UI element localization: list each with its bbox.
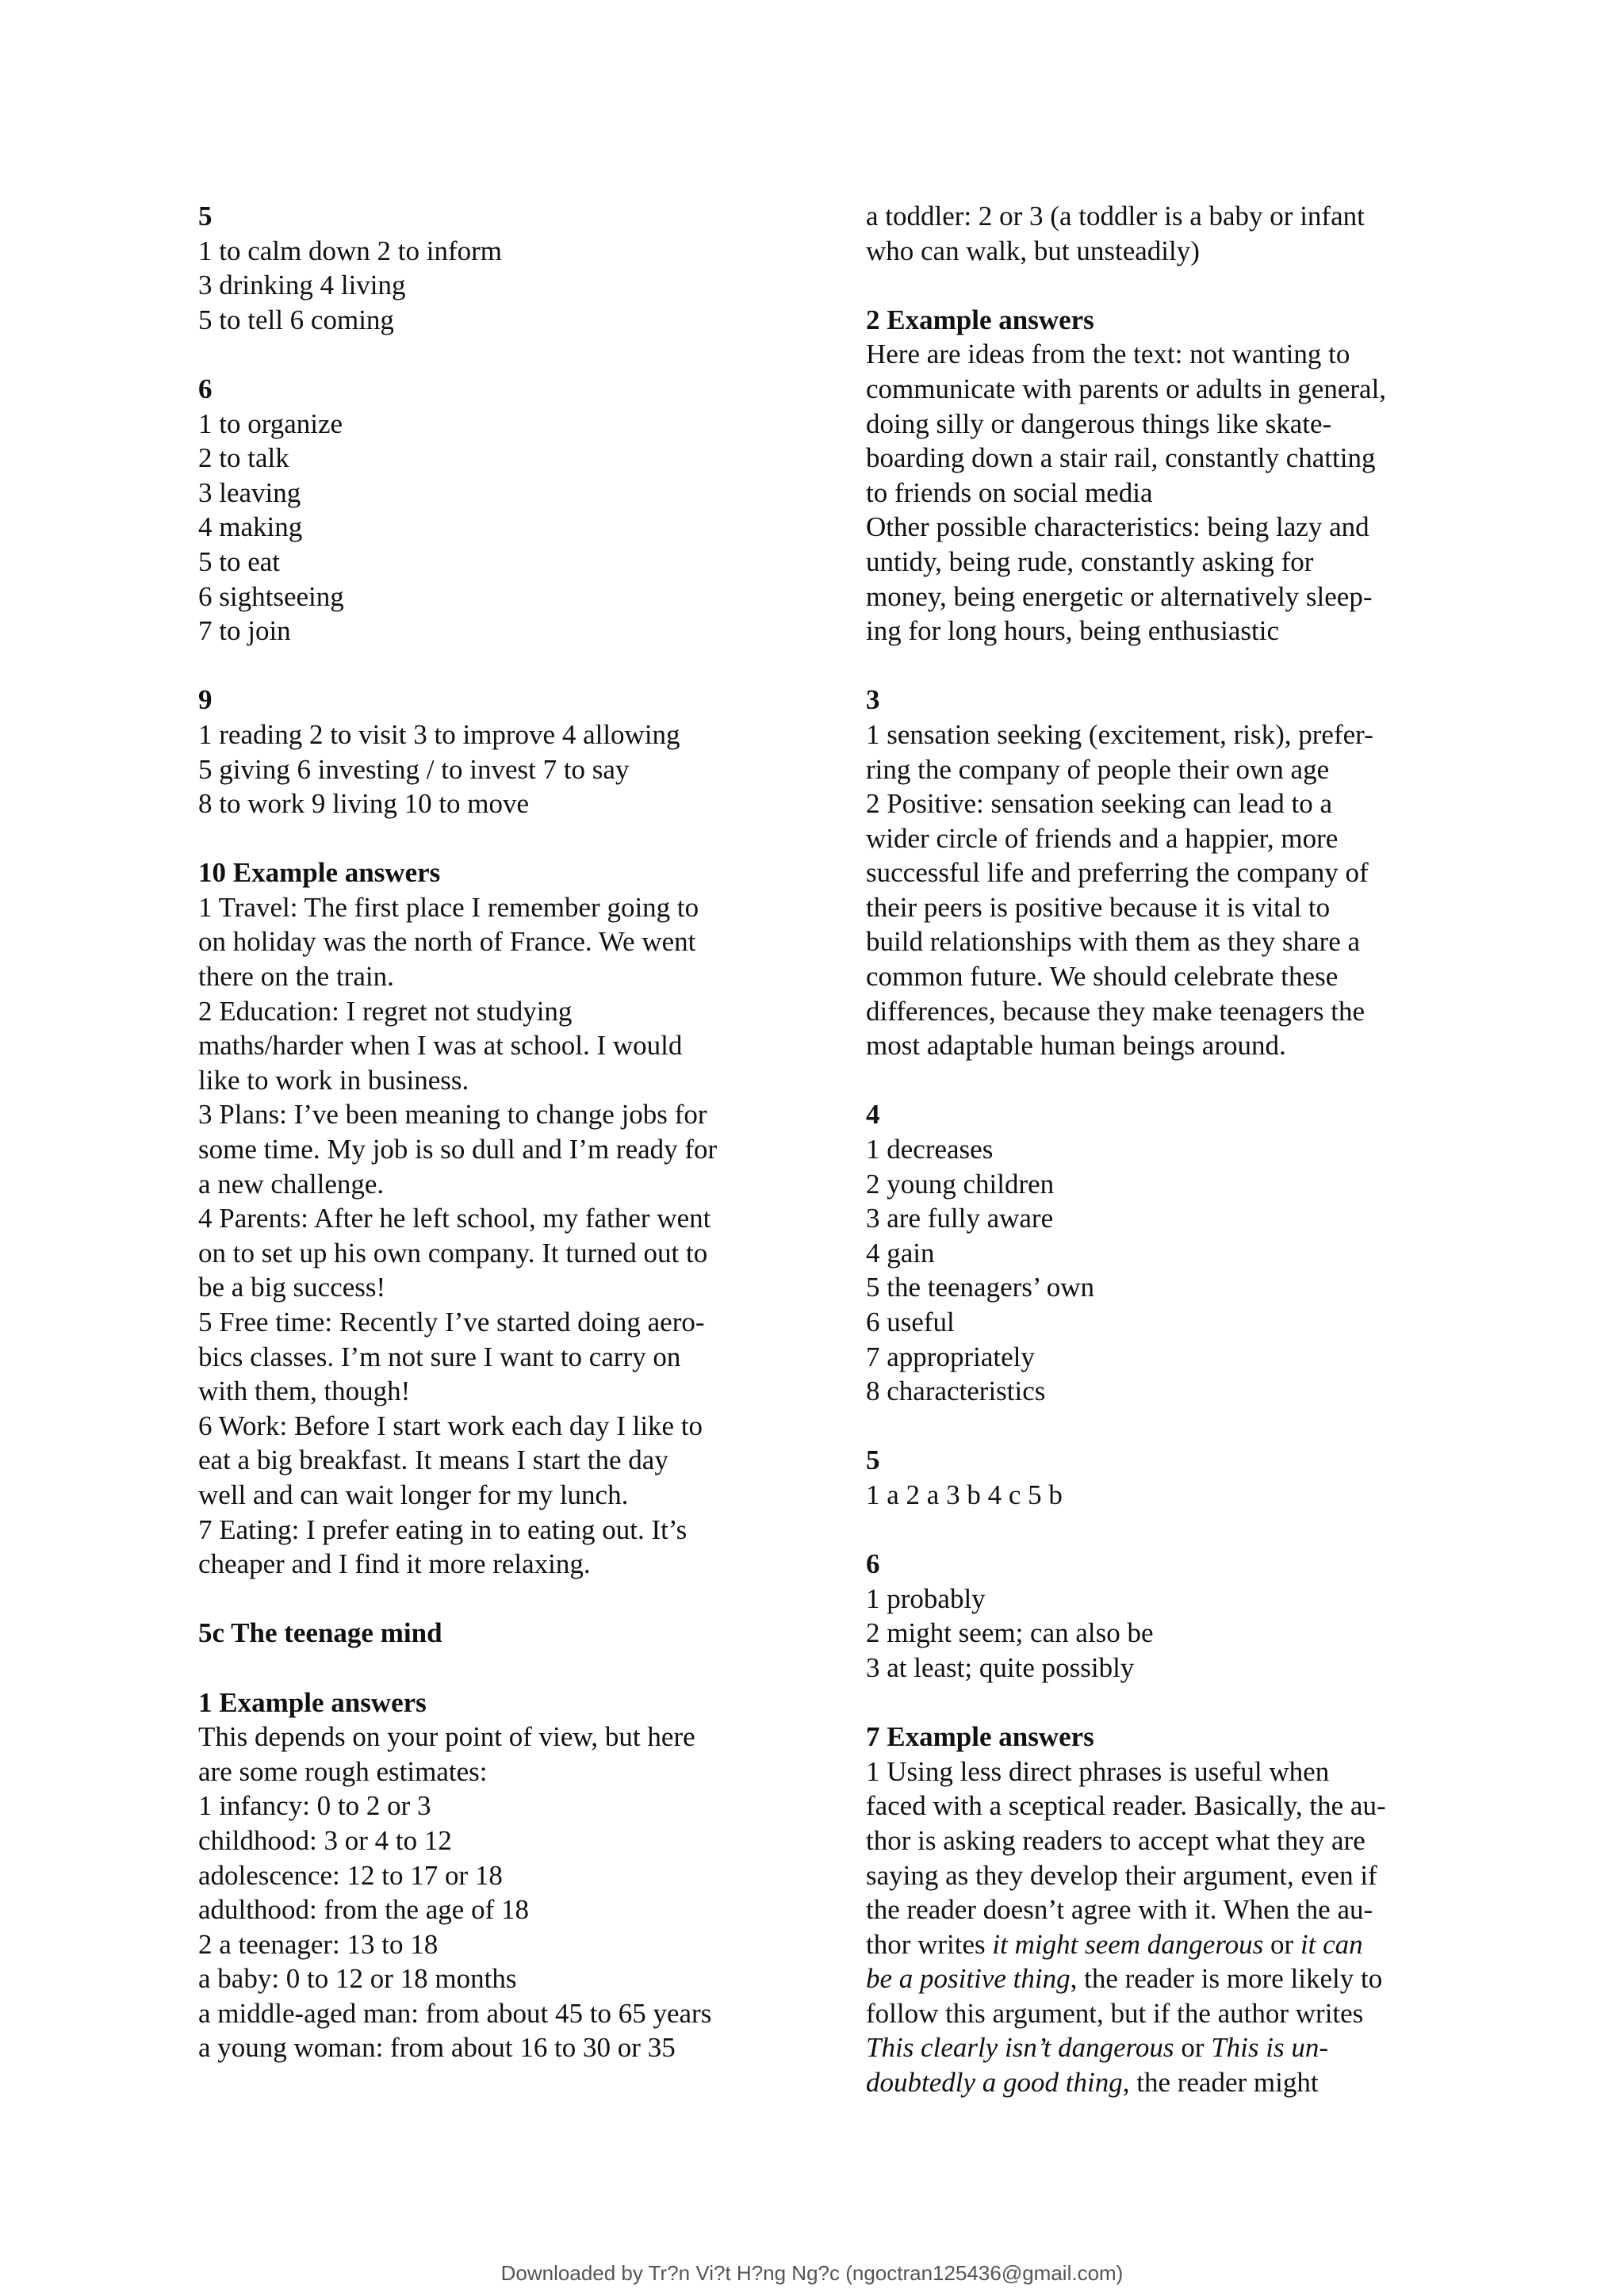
text-line: adolescence: 12 to 17 or 18 [198,1859,503,1891]
text-run: , the reader might [1122,2067,1319,2099]
text-line: thor is asking readers to accept what they are [866,1824,1365,1856]
text-line: like to work in business. [198,1064,469,1096]
text-line: 7 to join [198,615,291,647]
text-line [866,2065,1469,2100]
text-line: 4 gain [866,1237,935,1269]
text-line: 2 young children [866,1168,1055,1200]
text-line: be a big success! [198,1272,386,1303]
text-line: are some rough estimates: [198,1755,488,1787]
text-line: boarding down a stair rail, constantly chatting [866,442,1376,474]
text-line: ing for long hours, being enthusiastic [866,615,1280,647]
text-line: 3 Plans: I’ve been meaning to change jobs for [198,1099,707,1131]
italic-phrase: it might seem dangerous [992,1928,1264,1960]
text-line: follow this argument, but if the author writes [866,1997,1364,2029]
text-line: bics classes. I’m not sure I want to carry on [198,1341,681,1372]
text-line: Here are ideas from the text: not wanting to [866,339,1350,370]
text-line: communicate with parents or adults in general, [866,373,1387,404]
italic-phrase: it can [1300,1928,1363,1960]
paragraph-gap [866,1063,1469,1098]
section-heading: 2 Example answers [866,304,1094,335]
text-line: 1 Using less direct phrases is useful when [866,1755,1330,1787]
text-line: a young woman: from about 16 to 30 or 35 [198,2032,676,2064]
right-column [866,199,1469,2100]
text-line: a middle-aged man: from about 45 to 65 years [198,1997,712,2029]
text-line: a new challenge. [198,1168,385,1200]
text-line: 1 decreases [866,1134,994,1165]
paragraph-gap [866,1686,1469,1720]
text-line: 2 Education: I regret not studying [198,995,573,1027]
text-line: 1 sensation seeking (excitement, risk), prefer- [866,718,1373,750]
text-line: there on the train. [198,961,394,993]
text-line: the reader doesn’t agree with it. When the au- [866,1894,1373,1926]
text-line: who can walk, but unsteadily) [866,235,1200,266]
left-column [198,199,801,2065]
text-line: 1 reading 2 to visit 3 to improve 4 allowing [198,718,680,750]
text-line: maths/harder when I was at school. I would [198,1030,683,1062]
text-line: build relationships with them as they share a [866,926,1361,958]
text-run: or [1174,2032,1212,2064]
section-heading: 1 Example answers [198,1686,427,1718]
text-line [866,2030,1469,2065]
text-line: their peers is positive because it is vital to [866,891,1331,923]
text-line: differences, because they make teenagers the [866,995,1365,1027]
paragraph-gap [198,1582,801,1617]
text-line: 5 to tell 6 coming [198,304,394,335]
italic-phrase: This is un- [1211,2032,1329,2064]
text-line: untidy, being rude, constantly asking for [866,545,1314,577]
text-line: 5 the teenagers’ own [866,1272,1094,1303]
paragraph-gap [198,821,801,856]
text-line: 7 appropriately [866,1341,1035,1372]
text-line: adulthood: from the age of 18 [198,1894,529,1926]
text-line: childhood: 3 or 4 to 12 [198,1824,452,1856]
text-line: to friends on social media [866,476,1153,508]
download-footer: Downloaded by Tr?n Vi?t H?ng Ng?c (ngoctran125436@gmail.com) [500,2261,1124,2285]
section-heading: 4 [866,1099,880,1131]
text-line: successful life and preferring the company of [866,857,1369,889]
text-line: well and can wait longer for my lunch. [198,1479,629,1510]
text-line: 1 infancy: 0 to 2 or 3 [198,1790,431,1822]
text-line: 3 are fully aware [866,1203,1054,1234]
section-heading: 5 [866,1445,880,1476]
text-line: 4 making [198,511,303,543]
paragraph-gap [866,1513,1469,1548]
text-line: a toddler: 2 or 3 (a toddler is a baby or infant [866,201,1365,232]
text-line: 1 probably [866,1582,986,1614]
text-line: 5 Free time: Recently I’ve started doing aero- [198,1307,705,1337]
section-heading: 9 [198,684,213,716]
text-line: with them, though! [198,1376,411,1407]
paragraph-gap [866,268,1469,303]
text-line: 5 giving 6 investing / to invest 7 to say [198,753,630,785]
text-line: 3 at least; quite possibly [866,1651,1135,1683]
text-line: on holiday was the north of France. We went [198,926,696,958]
section-heading: 3 [866,684,880,716]
text-line: 7 Eating: I prefer eating in to eating out. It’s [198,1513,688,1545]
text-line: a baby: 0 to 12 or 18 months [198,1963,517,1995]
paragraph-gap [198,337,801,372]
paragraph-gap [198,1651,801,1686]
section-heading: 5c The teenage mind [198,1617,442,1649]
text-line: money, being energetic or alternatively sleep- [866,580,1373,612]
section-heading: 6 [866,1548,880,1580]
text-line: some time. My job is so dull and I’m ready for [198,1134,718,1165]
text-line: This depends on your point of view, but here [198,1721,695,1753]
text-line: 6 Work: Before I start work each day I like to [198,1410,703,1441]
section-heading: 5 [198,201,213,232]
text-line: saying as they develop their argument, even if [866,1859,1377,1891]
text-run: , the reader is more likely to [1070,1963,1383,1995]
text-line: ring the company of people their own age [866,753,1330,785]
italic-phrase: be a positive thing [866,1963,1071,1995]
text-line: most adaptable human beings around. [866,1030,1286,1062]
text-line: 1 a 2 a 3 b 4 c 5 b [866,1479,1063,1510]
text-line: eat a big breakfast. It means I start the day [198,1445,668,1476]
italic-phrase: doubtedly a good thing [866,2067,1123,2099]
text-line: 8 to work 9 living 10 to move [198,788,530,820]
section-heading: 7 Example answers [866,1721,1094,1753]
text-line: 3 leaving [198,476,301,508]
paragraph-gap [866,1409,1469,1444]
section-heading: 10 Example answers [198,857,441,889]
italic-phrase: This clearly isn’t dangerous [866,2032,1174,2064]
text-line: 4 Parents: After he left school, my father went [198,1203,711,1234]
text-line: 5 to eat [198,545,281,577]
text-line: on to set up his own company. It turned out to [198,1237,708,1269]
text-line: Other possible characteristics: being lazy and [866,511,1369,543]
text-line: 2 a teenager: 13 to 18 [198,1928,439,1960]
text-line: wider circle of friends and a happier, more [866,822,1339,854]
text-line: doing silly or dangerous things like skate- [866,408,1332,439]
text-line: faced with a sceptical reader. Basically, the au- [866,1790,1386,1822]
text-line: 8 characteristics [866,1376,1046,1407]
section-heading: 6 [198,373,213,404]
text-run: or [1263,1928,1300,1960]
paragraph-gap [866,649,1469,683]
text-line: 6 useful [866,1307,955,1337]
text-line: 2 Positive: sensation seeking can lead to a [866,788,1333,820]
text-line: 6 sightseeing [198,580,344,612]
text-line: 1 Travel: The first place I remember going to [198,891,699,923]
paragraph-gap [198,649,801,683]
text-line: 1 to organize [198,408,343,439]
text-line: 3 drinking 4 living [198,270,406,301]
text-line: 1 to calm down 2 to inform [198,235,503,266]
text-line: 2 might seem; can also be [866,1617,1154,1649]
text-line [866,1927,1469,1962]
text-line: cheaper and I find it more relaxing. [198,1548,591,1580]
text-line: 2 to talk [198,442,289,474]
text-line [866,1961,1469,1996]
text-run: thor writes [866,1928,993,1960]
text-line: common future. We should celebrate these [866,961,1339,993]
